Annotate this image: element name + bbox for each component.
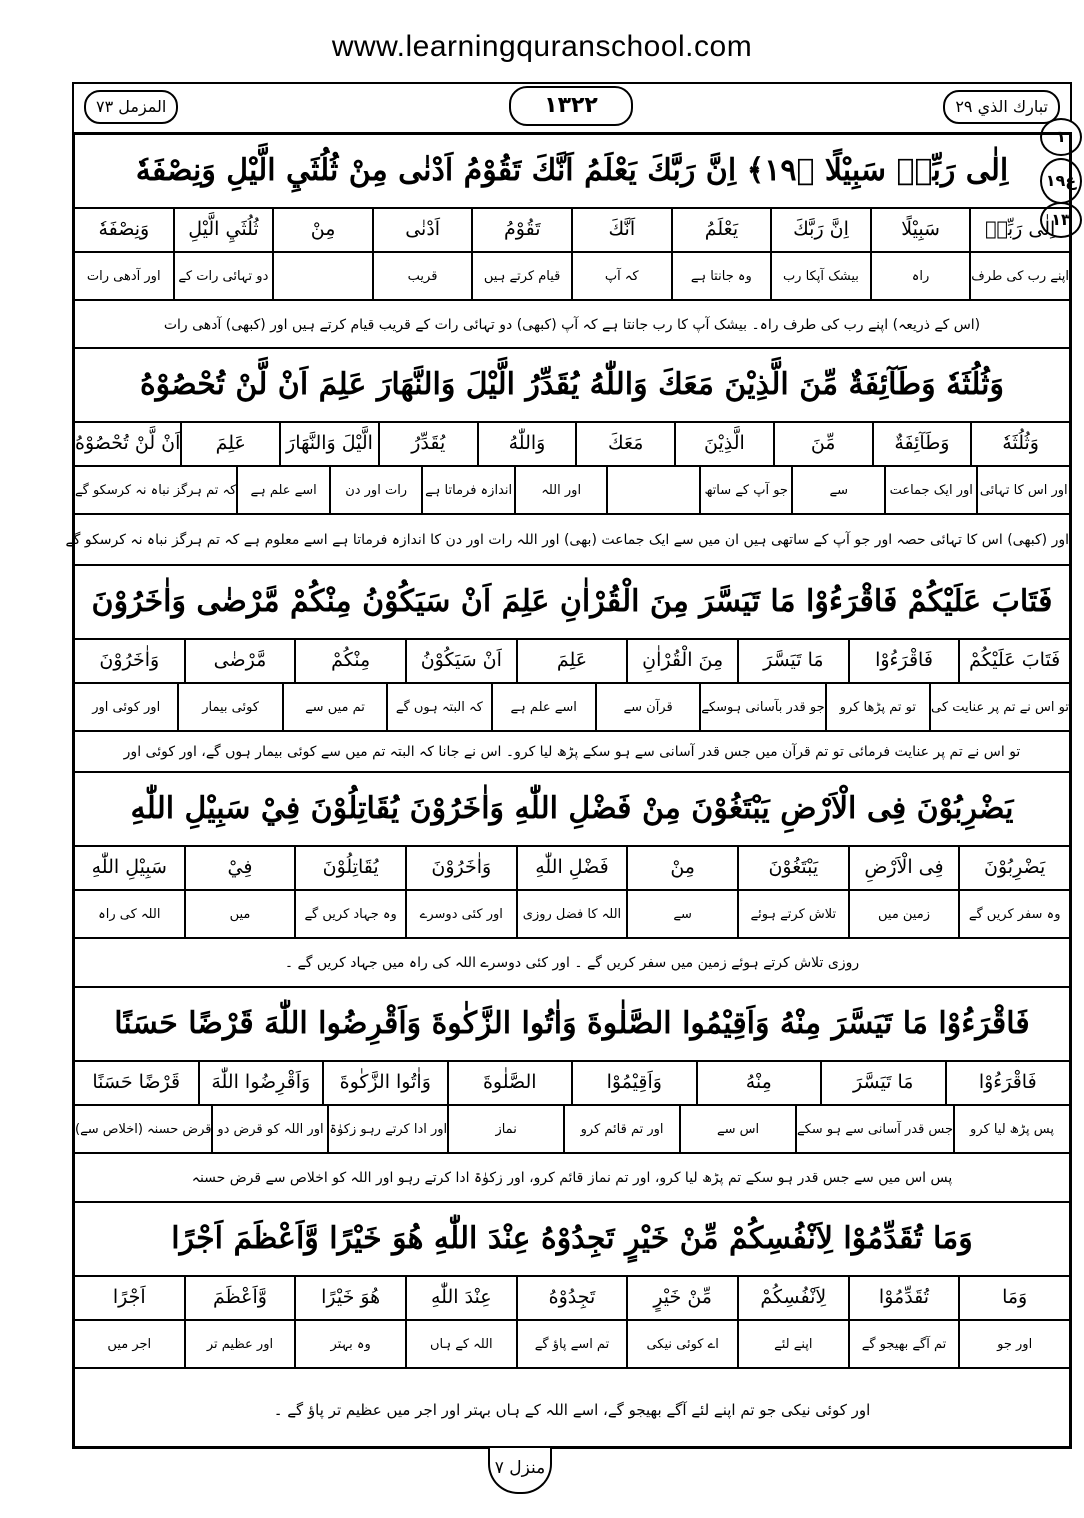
arabic-word-cell: عَلِمَ [180, 421, 279, 465]
meaning-row [75, 1321, 1069, 1369]
urdu-meaning-cell: کوئی بیمار [177, 684, 281, 730]
urdu-meaning-cell: اور اللہ [514, 467, 607, 513]
urdu-meaning-cell: وہ جانتا ہے [671, 253, 771, 299]
arabic-word-cell: يَبْتَغُوْنَ [737, 845, 848, 889]
arabic-word-cell: الَّيْلَ وَالنَّهَارَ [279, 421, 378, 465]
urdu-meaning-cell: کہ آپ [571, 253, 671, 299]
juz-name-label: تبارك الذي ٢٩ [943, 90, 1060, 124]
arabic-word-cell: سَبِيْلًا [870, 207, 970, 251]
verse-section [75, 773, 1069, 988]
arabic-word-cell: عِنْدَ اللّٰهِ [405, 1275, 516, 1319]
urdu-meaning-cell: سے [791, 467, 884, 513]
urdu-meaning-cell: تم آگے بھیجو گے [848, 1321, 959, 1367]
arabic-verse-line: اِلٰى رَبِّهٖ سَبِيْلًا ﴿١٩﴾ اِنَّ رَبَّكَ يَعْلَمُ اَنَّكَ تَقُوْمُ اَدْنٰى مِنْ ثُلُثَيِ الَّيْلِ وَنِصْفَهٗ [135, 153, 1009, 188]
urdu-meaning-cell: اور کوئی اور [92, 699, 161, 715]
urdu-meaning-cell: اللہ کی راہ [98, 906, 161, 922]
urdu-meaning-cell: اپنے رب کی طرف [969, 253, 1069, 299]
verse-section [75, 1203, 1069, 1452]
arabic-word-cell: مِنْهُ [696, 1060, 821, 1104]
urdu-meaning-cell: کہ البتہ ہوں گے [386, 684, 490, 730]
urdu-meaning-cell: اور عظیم تر [184, 1321, 295, 1367]
arabic-word-cell: الصَّلٰوةَ [447, 1060, 572, 1104]
margin-ruku-badge: ع١٩ [1040, 158, 1082, 204]
arabic-word-cell: اِلٰى رَبِّهٖ [969, 207, 1069, 251]
verse-section [65, 349, 1069, 566]
urdu-translation-line: پس اس میں سے جس قدر ہو سکے تم پڑھ لیا کرو، اور تم نماز قائم کرو، اور زکوٰۃ ادا کرتے رہو اور اللہ کو اخلاص سے قرض حسنہ [75, 1154, 1069, 1203]
meaning-row [75, 891, 1069, 939]
urdu-meaning-cell: نماز [447, 1106, 563, 1152]
site-url[interactable]: www.learningquranschool.com [331, 30, 753, 63]
arabic-word-cell: وَاللّٰهُ [477, 421, 576, 465]
urdu-meaning-cell: جو آپ کے ساتھ [699, 467, 792, 513]
urdu-meaning-cell: اجر میں [107, 1336, 152, 1352]
arabic-word-cell: عَلِمَ [516, 638, 627, 682]
margin-ruku-number: ١ [1040, 118, 1082, 156]
page-frame [65, 132, 1072, 1449]
arabic-word-cell: اِنَّ رَبَّكَ [770, 207, 870, 251]
arabic-word-cell: الَّذِيْنَ [674, 421, 773, 465]
verse-section [75, 135, 1069, 349]
urdu-meaning-cell: وہ جہاد کریں گے [294, 891, 405, 937]
arabic-word-cell: هُوَ خَيْرًا [294, 1275, 405, 1319]
urdu-meaning-cell: اللہ کا فضل روزی [516, 891, 627, 937]
meaning-row [75, 253, 1069, 301]
urdu-meaning-cell: اور ادا کرتے رہو زکوٰۃ [327, 1106, 447, 1152]
arabic-word-cell: اَجْرًا [112, 1286, 146, 1308]
arabic-verse-line: فَاقْرَءُوْا مَا تَيَسَّرَ مِنْهُ وَاَقِيْمُوا الصَّلٰوةَ وَاٰتُوا الزَّكٰوةَ وَاَقْرِضُوا اللّٰهَ قَرْضًا حَسَنًا [114, 1006, 1030, 1041]
arabic-word-cell: مَا تَيَسَّرَ [737, 638, 848, 682]
urdu-meaning-cell: سے [626, 891, 737, 937]
arabic-word-cell: فِيْ [184, 845, 295, 889]
urdu-meaning-cell: جس قدر آسانی سے ہو سکے [795, 1106, 953, 1152]
arabic-word-cell: تَقُوْمُ [471, 207, 571, 251]
urdu-meaning-cell: زمین میں [848, 891, 959, 937]
urdu-meaning-cell: قرآن سے [595, 684, 699, 730]
arabic-word-cell: فَضْلِ اللّٰهِ [516, 845, 627, 889]
page-header [72, 82, 1072, 132]
urdu-meaning-cell: اے کوئی نیکی [626, 1321, 737, 1367]
arabic-word-cell: مَعَكَ [575, 421, 674, 465]
meaning-row [75, 467, 1069, 515]
urdu-meaning-cell: تم میں سے [282, 684, 386, 730]
urdu-meaning-cell [272, 253, 372, 299]
urdu-translation-line: اور (کبھی) اس کا تہائی حصہ اور جو آپ کے ساتھی ہیں ان میں سے ایک جماعت (بھی) اور اللہ رات اور دن کا اندازہ فرماتا ہے اسے معلوم ہے کہ تم ہرگز نباہ نہ کرسکو گے [75, 515, 1069, 566]
urdu-meaning-cell: رات اور دن [329, 467, 422, 513]
arabic-word-cell: تُقَدِّمُوْا [848, 1275, 959, 1319]
arabic-verse-line: يَضْرِبُوْنَ فِى الْاَرْضِ يَبْتَغُوْنَ مِنْ فَضْلِ اللّٰهِ وَاٰخَرُوْنَ يُقَاتِلُوْنَ فِيْ سَبِيْلِ اللّٰهِ [130, 791, 1014, 826]
arabic-word-cell: وَاَقِيْمُوْا [571, 1060, 696, 1104]
urdu-meaning-cell: اور اللہ کو قرض دو [211, 1106, 327, 1152]
urdu-translation-line: اور کوئی نیکی جو تم اپنے لئے آگے بھیجو گے، اسے اللہ کے ہاں بہتر اور اجر میں عظیم تر پاؤ گے ۔ [273, 1401, 871, 1419]
arabic-word-cell: وَاَقْرِضُوا اللّٰهَ [198, 1060, 323, 1104]
urdu-meaning-cell: اسے علم ہے [236, 467, 329, 513]
meaning-row [75, 684, 1069, 732]
arabic-word-cell: يُقَاتِلُوْنَ [294, 845, 405, 889]
manzil-marker: منزل ٧ [488, 1448, 552, 1494]
word-row [75, 638, 1069, 684]
urdu-meaning-cell: قرض حسنہ (اخلاص سے) [75, 1121, 212, 1137]
urdu-meaning-cell: اور تم قائم کرو [563, 1106, 679, 1152]
urdu-meaning-cell: تو تم پڑھا کرو [825, 684, 929, 730]
urdu-meaning-cell: اور ایک جماعت [884, 467, 977, 513]
arabic-word-cell: يُقَدِّرُ [378, 421, 477, 465]
urdu-meaning-cell: وہ سفر کریں گے [958, 891, 1069, 937]
arabic-word-cell: يَعْلَمُ [671, 207, 771, 251]
word-row [75, 207, 1069, 253]
arabic-word-cell: مِنْكُمْ [294, 638, 405, 682]
arabic-word-cell: مِّنْ خَيْرٍ [626, 1275, 737, 1319]
urdu-meaning-cell: تم اسے پاؤ گے [516, 1321, 627, 1367]
urdu-meaning-cell: اور آدھی رات [86, 268, 161, 284]
surah-name-label: المزمل ٧٣ [84, 90, 178, 124]
arabic-word-cell: وَطَآئِفَةٌ [872, 421, 971, 465]
arabic-word-cell: فِى الْاَرْضِ [848, 845, 959, 889]
arabic-word-cell: وَنِصْفَهٗ [98, 218, 150, 240]
word-row [75, 1275, 1069, 1321]
urdu-meaning-cell: تو اس نے تم پر عنایت کی [929, 684, 1069, 730]
urdu-meaning-cell: جو قدر بآسانی ہوسکے [699, 684, 824, 730]
urdu-meaning-cell: اور کئی دوسرے [405, 891, 516, 937]
arabic-word-cell: مِنَ الْقُرْاٰنِ [626, 638, 737, 682]
verse-section [75, 566, 1069, 773]
urdu-translation-line: (اس کے ذریعہ) اپنے رب کی طرف راہ۔ بیشک آپ کا رب جانتا ہے کہ آپ (کبھی) دو تہائی رات کے قریب قیام کرتے ہیں اور (کبھی) آدھی رات [75, 301, 1069, 349]
arabic-word-cell: وَثُلُثَهٗ [970, 421, 1069, 465]
urdu-meaning-cell: کہ تم ہرگز نباہ نہ کرسکو گے [75, 482, 237, 498]
urdu-meaning-cell: اسے علم ہے [491, 684, 595, 730]
arabic-word-cell: مَّرْضٰى [184, 638, 295, 682]
arabic-word-cell: اَدْنٰى [372, 207, 472, 251]
arabic-word-cell: يَضْرِبُوْنَ [958, 845, 1069, 889]
arabic-word-cell: وَاٰخَرُوْنَ [405, 845, 516, 889]
arabic-word-cell: وَاٰتُوا الزَّكٰوةَ [322, 1060, 447, 1104]
arabic-word-cell: وَاٰخَرُوْنَ [99, 649, 160, 671]
urdu-translation-line: تو اس نے تم پر عنایت فرمائی تو تم قرآن میں جس قدر آسانی سے ہو سکے پڑھ لیا کرو۔ اس نے جانا کہ البتہ تم میں سے کوئی بیمار ہوں گے، اور کوئی اور [75, 732, 1069, 773]
page-number: ١٣٢٢ [509, 86, 633, 126]
urdu-meaning-cell: راہ [870, 253, 970, 299]
urdu-meaning-cell: اپنے لئے [737, 1321, 848, 1367]
word-row [75, 845, 1069, 891]
urdu-meaning-cell: اندازہ فرماتا ہے [421, 467, 514, 513]
arabic-word-cell: مِنْ [272, 207, 372, 251]
arabic-word-cell: قَرْضًا حَسَنًا [92, 1071, 181, 1093]
arabic-word-cell: اَنْ لَّنْ تُحْصُوْهُ [75, 432, 181, 454]
urdu-meaning-cell: قریب [372, 253, 472, 299]
arabic-word-cell: اَنَّكَ [571, 207, 671, 251]
urdu-meaning-cell: اور جو [958, 1321, 1069, 1367]
urdu-meaning-cell: قیام کرتے ہیں [471, 253, 571, 299]
arabic-word-cell: مِنْ [626, 845, 737, 889]
arabic-word-cell: فَاقْرَءُوْا [945, 1060, 1070, 1104]
arabic-word-cell: وَمَا [958, 1275, 1069, 1319]
verse-section [75, 988, 1069, 1203]
urdu-meaning-cell: وہ بہتر [294, 1321, 405, 1367]
urdu-meaning-cell: دو تہائی رات کے [173, 253, 273, 299]
urdu-meaning-cell: اور اس کا تہائی [976, 467, 1069, 513]
urdu-meaning-cell: میں [184, 891, 295, 937]
arabic-word-cell: مِّنَ [773, 421, 872, 465]
word-row [75, 1060, 1069, 1106]
arabic-word-cell: مَا تَيَسَّرَ [820, 1060, 945, 1104]
arabic-word-cell: ثُلُثَيِ الَّيْلِ [173, 207, 273, 251]
meaning-row [75, 1106, 1069, 1154]
urdu-meaning-cell: بیشک آپکا رب [770, 253, 870, 299]
urdu-translation-line: روزی تلاش کرتے ہوئے زمین میں سفر کریں گے ۔ اور کئی دوسرے اللہ کی راہ میں جہاد کریں گے ۔ [75, 939, 1069, 988]
arabic-word-cell: اَنْ سَيَكُوْنُ [405, 638, 516, 682]
arabic-word-cell: تَجِدُوْهُ [516, 1275, 627, 1319]
urdu-meaning-cell: پس پڑھ لیا کرو [953, 1106, 1069, 1152]
word-row [75, 421, 1069, 467]
margin-ayah-count: ١٣ [1040, 202, 1082, 238]
urdu-meaning-cell: اللہ کے ہاں [405, 1321, 516, 1367]
urdu-meaning-cell: تلاش کرتے ہوئے [737, 891, 848, 937]
urdu-meaning-cell [606, 467, 699, 513]
arabic-word-cell: فَاقْرَءُوْا [848, 638, 959, 682]
arabic-verse-line: وَمَا تُقَدِّمُوْا لِاَنْفُسِكُمْ مِّنْ خَيْرٍ تَجِدُوْهُ عِنْدَ اللّٰهِ هُوَ خَيْرًا وَّاَعْظَمَ اَجْرًا [171, 1221, 973, 1256]
arabic-word-cell: فَتَابَ عَلَيْكُمْ [958, 638, 1069, 682]
urdu-meaning-cell: اس سے [679, 1106, 795, 1152]
arabic-word-cell: لِاَنْفُسِكُمْ [737, 1275, 848, 1319]
arabic-word-cell: سَبِيْلِ اللّٰهِ [91, 856, 167, 878]
arabic-word-cell: وَّاَعْظَمَ [184, 1275, 295, 1319]
arabic-verse-line: وَثُلُثَهٗ وَطَآئِفَةٌ مِّنَ الَّذِيْنَ مَعَكَ وَاللّٰهُ يُقَدِّرُ الَّيْلَ وَالنَّهَارَ عَلِمَ اَنْ لَّنْ تُحْصُوْهُ [139, 367, 1005, 402]
arabic-verse-line: فَتَابَ عَلَيْكُمْ فَاقْرَءُوْا مَا تَيَسَّرَ مِنَ الْقُرْاٰنِ عَلِمَ اَنْ سَيَكُوْنُ مِنْكُمْ مَّرْضٰى وَاٰخَرُوْنَ [91, 584, 1053, 619]
